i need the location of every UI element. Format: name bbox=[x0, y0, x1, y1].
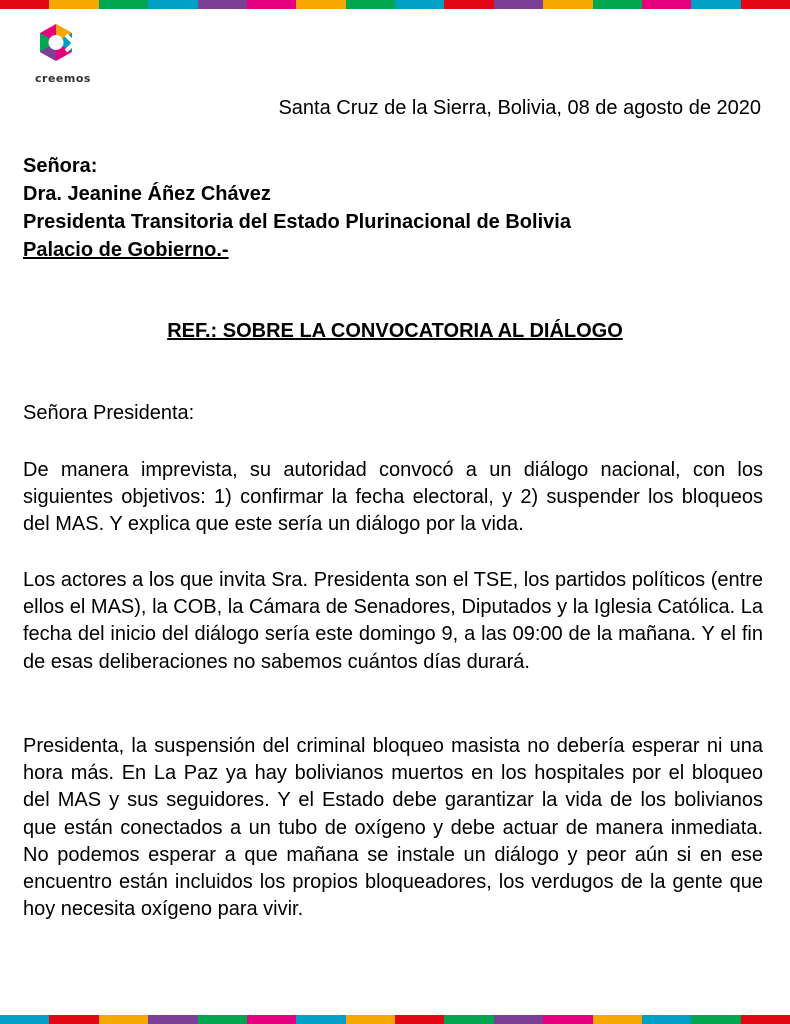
reference-heading: REF.: SOBRE LA CONVOCATORIA AL DIÁLOGO bbox=[167, 320, 623, 342]
recipient-salutation: Señora: bbox=[23, 155, 98, 177]
creemos-logo bbox=[28, 22, 98, 88]
recipient-address: Palacio de Gobierno.- bbox=[23, 239, 229, 261]
creemos-logo-icon bbox=[36, 22, 88, 68]
recipient-title: Presidenta Transitoria del Estado Plurinacional de Bolivia bbox=[23, 211, 571, 233]
recipient-block bbox=[23, 152, 571, 264]
date-line: Santa Cruz de la Sierra, Bolivia, 08 de agosto de 2020 bbox=[278, 97, 761, 119]
recipient-name: Dra. Jeanine Áñez Chávez bbox=[23, 183, 271, 205]
body-paragraph-2: Los actores a los que invita Sra. Presidenta son el TSE, los partidos políticos (entre ellos el MAS), la COB, la Cámara de Senadores, Diputados y la Iglesia Católica. La fecha del inicio del diálogo sería este domingo 9, a las 09:00 de la mañana. Y el fin de esas deliberaciones no sabemos cuántos días durará. bbox=[23, 569, 763, 673]
greeting: Señora Presidenta: bbox=[23, 402, 195, 424]
bottom-color-stripe bbox=[0, 1015, 790, 1024]
body-paragraph-3: Presidenta, la suspensión del criminal bloqueo masista no debería esperar ni una hora más. En La Paz ya hay bolivianos muertos en los hospitales por el bloqueo del MAS y sus seguidores. Y el Estado debe garantizar la vida de los bolivianos que están conectados a un tubo de oxígeno y debe actuar de manera inmediata. No podemos esperar a que mañana se instale un diálogo y peor aún si en ese encuentro están incluidos los propios bloqueadores, los verdugos de la gente que hoy necesita oxígeno para vivir. bbox=[23, 735, 763, 921]
top-color-stripe bbox=[0, 0, 790, 9]
logo-wordmark: creemos bbox=[35, 72, 91, 85]
body-paragraph-1: De manera imprevista, su autoridad convocó a un diálogo nacional, con los siguientes objetivos: 1) confirmar la fecha electoral, y 2) suspender los bloqueos del MAS. Y explica que este sería un diálogo por la vida. bbox=[23, 459, 763, 536]
